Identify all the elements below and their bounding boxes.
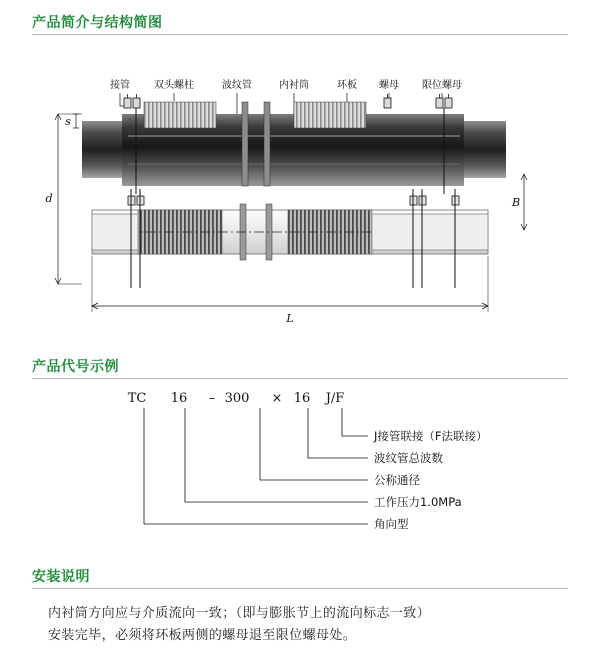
- callout-label: 环板: [337, 80, 357, 91]
- dimension-label-B: B: [511, 196, 521, 209]
- section-title-code: 产品代号示例: [32, 359, 119, 375]
- section-title-install: 安装说明: [32, 569, 90, 585]
- callout-label: 波纹管: [222, 80, 252, 91]
- dimension-s: [65, 114, 79, 128]
- install-note: 内衬筒方向应与介质流向一致；（即与膨胀节上的流向标志一致）: [48, 606, 431, 621]
- callout-label: 内衬筒: [279, 80, 309, 91]
- callout-label: 接管: [110, 80, 130, 91]
- dimension-d: [45, 114, 82, 284]
- section-divider-code: [32, 378, 568, 379]
- code-tokens: [128, 391, 345, 406]
- code-token: 16: [293, 391, 311, 406]
- structure-diagram: [32, 44, 568, 344]
- install-note: 安装完毕，必须将环板两侧的螺母退至限位螺母处。: [48, 628, 357, 643]
- section-divider-intro: [32, 34, 568, 35]
- code-token: 300: [224, 391, 250, 406]
- structure-diagram-svg: [32, 44, 568, 344]
- callout-label: 双头螺柱: [154, 80, 194, 91]
- code-descriptions: [373, 429, 488, 531]
- code-description: 公称通径: [374, 473, 420, 487]
- lower-elevation-view: [92, 189, 488, 288]
- code-designation-svg: [32, 388, 568, 558]
- dimension-label-s: s: [65, 115, 71, 128]
- code-token: J/F: [325, 391, 345, 406]
- code-token: 16: [170, 391, 188, 406]
- dimension-label-d: d: [45, 192, 53, 205]
- code-token: ×: [271, 391, 283, 406]
- callout-label: 限位螺母: [422, 80, 462, 91]
- section-divider-install: [32, 588, 568, 589]
- section-title-intro: 产品简介与结构简图: [32, 15, 163, 31]
- dimension-L: [92, 256, 488, 325]
- code-description: 工作压力1.0MPa: [374, 495, 462, 509]
- code-description: J接管联接（F法联接）: [374, 429, 488, 443]
- callout-label: 螺母: [379, 80, 399, 91]
- code-description: 角向型: [374, 517, 409, 531]
- callout-labels: [110, 78, 462, 91]
- upper-sectional-view: [82, 94, 506, 194]
- code-description: 波纹管总波数: [374, 451, 443, 465]
- dimension-label-L: L: [286, 312, 294, 325]
- dimension-B: [511, 174, 527, 230]
- code-designation-diagram: [32, 388, 568, 558]
- code-token: TC: [127, 391, 147, 406]
- code-token: –: [208, 391, 216, 406]
- code-leader-lines: [144, 408, 368, 524]
